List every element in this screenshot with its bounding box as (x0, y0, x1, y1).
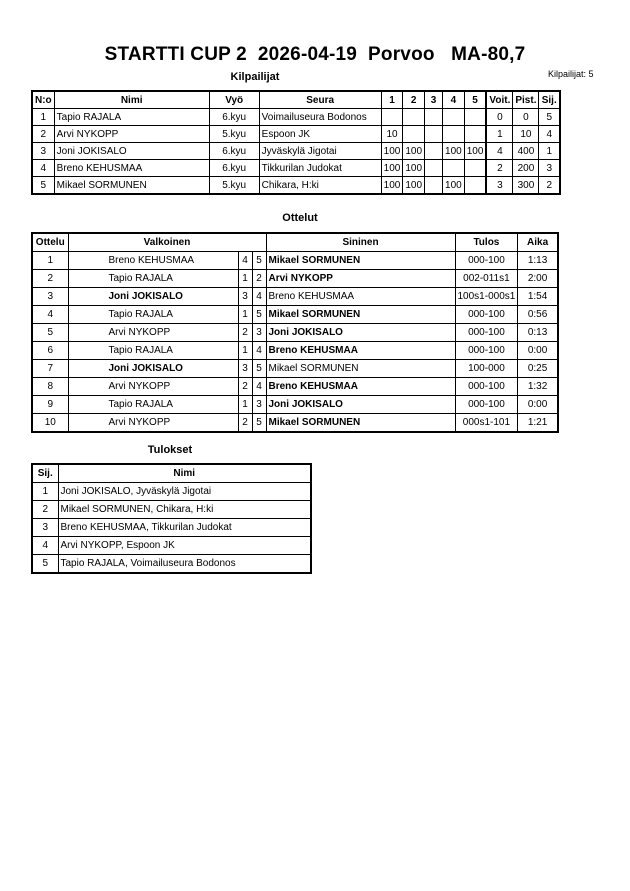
col-header-s2: 2 (403, 91, 425, 109)
match-blue: Mikael SORMUNEN (266, 360, 455, 378)
competitor-row (32, 160, 560, 177)
match-time: 1:54 (518, 288, 558, 306)
match-result: 000s1-101 (455, 414, 518, 433)
competitor-no: 5 (32, 177, 54, 195)
match-result: 002-011s1 (455, 270, 518, 288)
match-blue: Mikael SORMUNEN (266, 414, 455, 433)
result-name: Tapio RAJALA, Voimailuseura Bodonos (58, 555, 311, 574)
match-time: 0:25 (518, 360, 558, 378)
result-place: 4 (32, 537, 58, 555)
match-no: 8 (32, 378, 68, 396)
match-no: 2 (32, 270, 68, 288)
result-place: 3 (32, 519, 58, 537)
competitor-wins: 3 (486, 177, 512, 195)
col-header-points: Pist. (513, 91, 539, 109)
competitor-club: Jyväskylä Jigotai (259, 143, 381, 160)
match-white-no: 1 (238, 270, 252, 288)
competitor-belt: 5.kyu (209, 126, 259, 143)
competitor-wins: 1 (486, 126, 512, 143)
match-result: 000-100 (455, 252, 518, 270)
match-result: 000-100 (455, 396, 518, 414)
competitor-wins: 2 (486, 160, 512, 177)
match-row (32, 288, 558, 306)
col-header-time: Aika (518, 233, 558, 252)
competitor-score-s1: 10 (381, 126, 403, 143)
competitor-score-s3 (425, 109, 443, 126)
match-blue: Joni JOKISALO (266, 396, 455, 414)
match-white-no: 1 (238, 396, 252, 414)
competitor-score-s5 (464, 126, 486, 143)
match-result: 000-100 (455, 342, 518, 360)
col-header-wins: Voit. (486, 91, 512, 109)
result-name: Breno KEHUSMAA, Tikkurilan Judokat (58, 519, 311, 537)
competitor-belt: 5.kyu (209, 177, 259, 195)
matches-table (31, 232, 559, 433)
competitor-points: 200 (513, 160, 539, 177)
match-blue-no: 3 (252, 396, 266, 414)
competitor-row (32, 177, 560, 195)
match-row (32, 252, 558, 270)
competitor-score-s1: 100 (381, 143, 403, 160)
match-time: 0:13 (518, 324, 558, 342)
competitor-score-s4 (443, 126, 465, 143)
result-name: Arvi NYKOPP, Espoon JK (58, 537, 311, 555)
match-row (32, 378, 558, 396)
results-header-row (32, 464, 311, 483)
col-header-s3: 3 (425, 91, 443, 109)
match-result: 000-100 (455, 306, 518, 324)
competitor-place: 2 (539, 177, 560, 195)
col-header-s5: 5 (464, 91, 486, 109)
col-header-white: Valkoinen (68, 233, 266, 252)
competitor-score-s4: 100 (443, 143, 465, 160)
match-white-no: 2 (238, 324, 252, 342)
competitor-club: Voimailuseura Bodonos (259, 109, 381, 126)
match-white: Tapio RAJALA (68, 342, 238, 360)
matches-header-row (32, 233, 558, 252)
match-no: 1 (32, 252, 68, 270)
result-name: Mikael SORMUNEN, Chikara, H:ki (58, 501, 311, 519)
match-blue: Breno KEHUSMAA (266, 342, 455, 360)
competitor-place: 3 (539, 160, 560, 177)
col-header-match: Ottelu (32, 233, 68, 252)
col-header-result-name: Nimi (58, 464, 311, 483)
competitor-score-s3 (425, 160, 443, 177)
results-heading: Tulokset (147, 444, 193, 456)
match-white-no: 1 (238, 342, 252, 360)
competitor-score-s3 (425, 143, 443, 160)
competitor-score-s1: 100 (381, 177, 403, 195)
result-place: 5 (32, 555, 58, 574)
competitor-score-s1 (381, 109, 403, 126)
matches-heading: Ottelut (282, 212, 318, 224)
col-header-result: Tulos (455, 233, 518, 252)
result-row (32, 555, 311, 574)
match-white-no: 2 (238, 378, 252, 396)
match-row (32, 306, 558, 324)
match-white-no: 3 (238, 360, 252, 378)
competitor-score-s4 (443, 160, 465, 177)
col-header-s1: 1 (381, 91, 403, 109)
match-blue: Arvi NYKOPP (266, 270, 455, 288)
match-time: 1:21 (518, 414, 558, 433)
result-place: 2 (32, 501, 58, 519)
match-blue-no: 4 (252, 378, 266, 396)
competitor-score-s2: 100 (403, 177, 425, 195)
competitor-name: Tapio RAJALA (54, 109, 209, 126)
competitor-club: Tikkurilan Judokat (259, 160, 381, 177)
competitor-no: 4 (32, 160, 54, 177)
competitors-heading: Kilpailijat (230, 71, 280, 83)
match-white: Joni JOKISALO (68, 360, 238, 378)
match-blue-no: 2 (252, 270, 266, 288)
competitor-name: Joni JOKISALO (54, 143, 209, 160)
col-header-club: Seura (259, 91, 381, 109)
match-result: 000-100 (455, 378, 518, 396)
match-white: Arvi NYKOPP (68, 324, 238, 342)
competitor-points: 0 (513, 109, 539, 126)
competitor-points: 10 (513, 126, 539, 143)
competitor-wins: 4 (486, 143, 512, 160)
competitor-score-s5: 100 (464, 143, 486, 160)
match-white: Tapio RAJALA (68, 306, 238, 324)
competitor-no: 1 (32, 109, 54, 126)
match-blue-no: 3 (252, 324, 266, 342)
match-white-no: 1 (238, 306, 252, 324)
result-row (32, 501, 311, 519)
competitor-score-s5 (464, 109, 486, 126)
match-white: Arvi NYKOPP (68, 414, 238, 433)
result-row (32, 483, 311, 501)
match-no: 5 (32, 324, 68, 342)
competitor-score-s5 (464, 160, 486, 177)
match-time: 1:32 (518, 378, 558, 396)
match-no: 4 (32, 306, 68, 324)
competitor-wins: 0 (486, 109, 512, 126)
match-result: 100s1-000s1 (455, 288, 518, 306)
competitor-row (32, 109, 560, 126)
match-white: Breno KEHUSMAA (68, 252, 238, 270)
competitor-score-s4: 100 (443, 177, 465, 195)
match-row (32, 360, 558, 378)
result-row (32, 519, 311, 537)
result-row (32, 537, 311, 555)
match-blue-no: 5 (252, 252, 266, 270)
match-blue: Breno KEHUSMAA (266, 288, 455, 306)
match-blue: Joni JOKISALO (266, 324, 455, 342)
match-time: 0:56 (518, 306, 558, 324)
col-header-name: Nimi (54, 91, 209, 109)
col-header-result-place: Sij. (32, 464, 58, 483)
match-white: Joni JOKISALO (68, 288, 238, 306)
match-blue: Mikael SORMUNEN (266, 306, 455, 324)
match-result: 000-100 (455, 324, 518, 342)
match-no: 10 (32, 414, 68, 433)
match-time: 2:00 (518, 270, 558, 288)
match-no: 7 (32, 360, 68, 378)
match-result: 100-000 (455, 360, 518, 378)
match-blue-no: 5 (252, 360, 266, 378)
competitor-score-s5 (464, 177, 486, 195)
col-header-s4: 4 (443, 91, 465, 109)
competitor-name: Arvi NYKOPP (54, 126, 209, 143)
competitor-score-s2 (403, 126, 425, 143)
col-header-place: Sij. (539, 91, 560, 109)
competitor-row (32, 143, 560, 160)
result-place: 1 (32, 483, 58, 501)
competitor-place: 4 (539, 126, 560, 143)
match-row (32, 324, 558, 342)
col-header-blue: Sininen (266, 233, 455, 252)
competitors-table (31, 90, 561, 195)
match-white: Arvi NYKOPP (68, 378, 238, 396)
competitor-club: Espoon JK (259, 126, 381, 143)
match-row (32, 342, 558, 360)
match-blue: Breno KEHUSMAA (266, 378, 455, 396)
competitor-points: 400 (513, 143, 539, 160)
match-no: 9 (32, 396, 68, 414)
competitor-score-s1: 100 (381, 160, 403, 177)
competitor-club: Chikara, H:ki (259, 177, 381, 195)
page-title: STARTTI CUP 2 2026-04-19 Porvoo MA-80,7 (104, 44, 526, 65)
competitor-score-s4 (443, 109, 465, 126)
competitor-score-s3 (425, 126, 443, 143)
competitor-name: Mikael SORMUNEN (54, 177, 209, 195)
match-white-no: 3 (238, 288, 252, 306)
match-time: 0:00 (518, 396, 558, 414)
match-blue-no: 4 (252, 342, 266, 360)
match-white: Tapio RAJALA (68, 396, 238, 414)
match-no: 6 (32, 342, 68, 360)
match-time: 0:00 (518, 342, 558, 360)
result-name: Joni JOKISALO, Jyväskylä Jigotai (58, 483, 311, 501)
match-blue-no: 5 (252, 414, 266, 433)
match-white: Tapio RAJALA (68, 270, 238, 288)
competitor-score-s2: 100 (403, 143, 425, 160)
competitor-place: 5 (539, 109, 560, 126)
competitor-row (32, 126, 560, 143)
match-time: 1:13 (518, 252, 558, 270)
competitor-score-s3 (425, 177, 443, 195)
match-blue-no: 4 (252, 288, 266, 306)
match-row (32, 396, 558, 414)
competitor-score-s2: 100 (403, 160, 425, 177)
competitor-score-s2 (403, 109, 425, 126)
col-header-belt: Vyö (209, 91, 259, 109)
match-white-no: 2 (238, 414, 252, 433)
competitor-name: Breno KEHUSMAA (54, 160, 209, 177)
competitor-points: 300 (513, 177, 539, 195)
competitor-no: 2 (32, 126, 54, 143)
competitors-header-row (32, 91, 560, 109)
match-no: 3 (32, 288, 68, 306)
match-row (32, 270, 558, 288)
competitor-belt: 6.kyu (209, 143, 259, 160)
match-blue-no: 5 (252, 306, 266, 324)
match-blue: Mikael SORMUNEN (266, 252, 455, 270)
competitor-belt: 6.kyu (209, 160, 259, 177)
competitors-count: Kilpailijat: 5 (548, 69, 594, 79)
col-header-no: N:o (32, 91, 54, 109)
competitor-place: 1 (539, 143, 560, 160)
competitor-no: 3 (32, 143, 54, 160)
results-table (31, 463, 312, 574)
competitor-belt: 6.kyu (209, 109, 259, 126)
match-row (32, 414, 558, 433)
match-white-no: 4 (238, 252, 252, 270)
